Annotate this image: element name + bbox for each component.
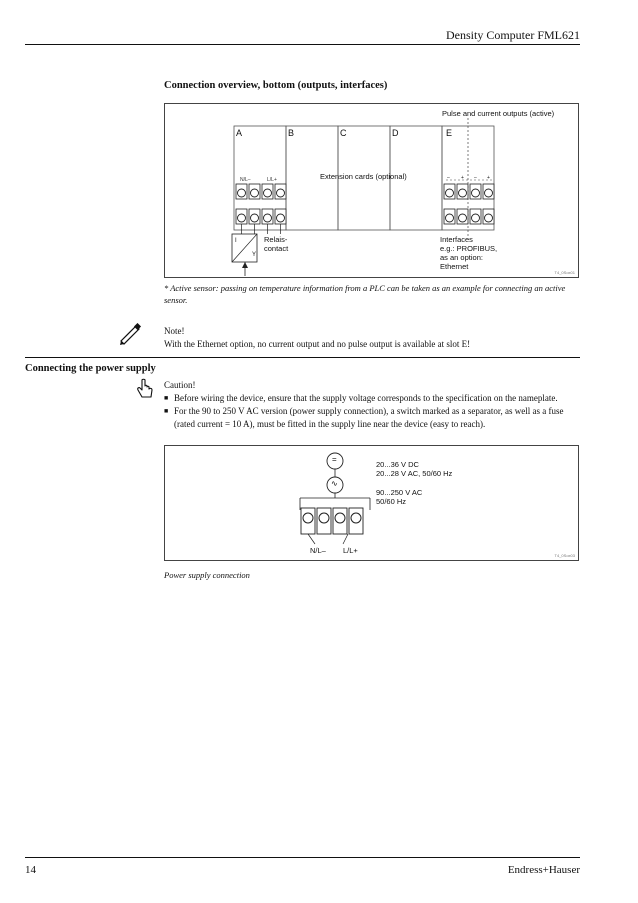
relay-line-2: contact xyxy=(264,244,289,253)
page-number: 14 xyxy=(25,864,36,876)
power-terminal-nl-label: N/L– xyxy=(310,546,326,555)
note-text: With the Ethernet option, no current output and no pulse output is available at slot E! xyxy=(164,339,471,349)
interfaces-line-1: Interfaces xyxy=(440,235,473,244)
extension-cards-label: Extension cards (optional) xyxy=(320,172,407,181)
e-sign-4: + xyxy=(487,175,490,181)
header-rule xyxy=(25,44,580,45)
power-terminals xyxy=(301,508,363,534)
figure2-caption: Power supply connection xyxy=(164,570,250,580)
e-sign-3: – xyxy=(474,175,477,181)
pointing-hand-icon xyxy=(136,378,154,400)
spec-line-1: 20...36 V DC xyxy=(376,460,419,469)
connection-overview-diagram xyxy=(165,104,578,277)
caution-bullet-2: ■ For the 90 to 250 V AC version (power supply connection), a switch marked as a separator, as well as a fuse (rated current = 10 A), must be fitted in the supply line near the device (easy to reach). xyxy=(164,405,577,431)
relay-contact-label xyxy=(264,235,288,253)
connection-overview-figure xyxy=(164,103,579,278)
spec-line-2: 20...28 V AC, 50/60 Hz xyxy=(376,469,453,478)
terminal-label-nl: N/L– xyxy=(240,177,251,183)
slot-a-terminals xyxy=(236,184,286,224)
section-divider xyxy=(25,357,580,358)
sensor-i-label: I xyxy=(235,238,237,244)
interfaces-line-3: as an option: xyxy=(440,253,483,262)
sensor-y-label: Y xyxy=(252,252,257,258)
pencil-icon xyxy=(118,323,142,345)
power-terminal-ll-label: L/L+ xyxy=(343,546,358,555)
figure2-id: T4_0Sox03 xyxy=(554,553,575,558)
pulse-current-outputs-label: Pulse and current outputs (active) xyxy=(442,109,555,118)
figure1-footnote: * Active sensor: passing on temperature information from a PLC can be taken as an example for connecting an active sensor. xyxy=(164,283,566,305)
dc-symbol: = xyxy=(332,455,337,464)
interfaces-label xyxy=(440,235,497,271)
figure1-id: T4_0Sox01 xyxy=(554,270,575,275)
power-supply-figure xyxy=(164,445,579,561)
footer-brand: Endress+Hauser xyxy=(507,864,580,876)
e-sign-2: + xyxy=(461,175,464,181)
slot-label-e: E xyxy=(446,128,453,138)
section-heading-power-supply: Connecting the power supply xyxy=(25,363,156,374)
spec-line-4: 50/60 Hz xyxy=(376,497,407,506)
caution-title: Caution! xyxy=(164,380,196,390)
caution-list xyxy=(164,392,577,431)
slot-label-c: C xyxy=(340,128,347,138)
note-title: Note! xyxy=(164,326,185,336)
relay-line-1: Relais- xyxy=(264,235,288,244)
footer-rule xyxy=(25,857,580,858)
slot-e-terminals xyxy=(444,184,494,224)
caution-bullet-1: ■ Before wiring the device, ensure that the supply voltage corresponds to the specification on the nameplate. xyxy=(164,392,577,405)
terminal-label-ll: L/L+ xyxy=(267,177,277,183)
slot-label-a: A xyxy=(236,128,243,138)
e-sign-1: – xyxy=(447,175,450,181)
spec-line-3: 90...250 V AC xyxy=(376,488,423,497)
note-block xyxy=(164,325,577,351)
interfaces-line-4: Ethernet xyxy=(440,262,469,271)
slot-label-d: D xyxy=(392,128,399,138)
power-supply-diagram xyxy=(165,446,578,560)
header-title: Density Computer FML621 xyxy=(446,28,580,42)
caution-block xyxy=(164,379,577,431)
high-voltage-spec xyxy=(376,488,422,506)
section-title-connection-overview: Connection overview, bottom (outputs, interfaces) xyxy=(164,80,388,91)
ac-symbol: ∿ xyxy=(331,479,338,488)
low-voltage-spec xyxy=(376,460,452,478)
interfaces-line-2: e.g.: PROFIBUS, xyxy=(440,244,498,253)
slot-label-b: B xyxy=(288,128,295,138)
